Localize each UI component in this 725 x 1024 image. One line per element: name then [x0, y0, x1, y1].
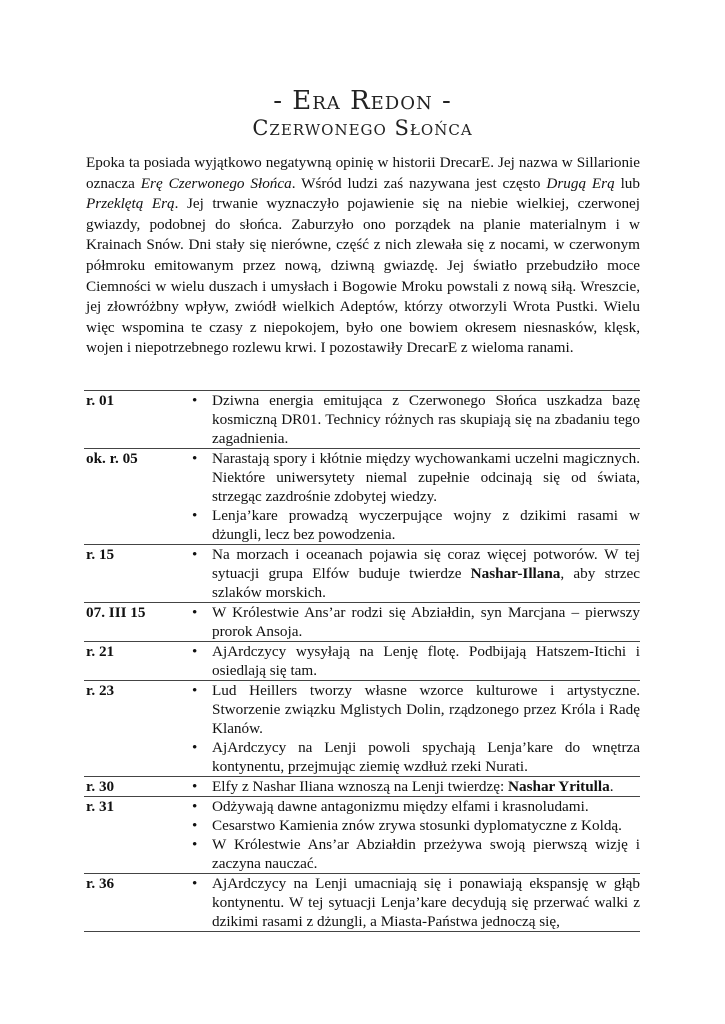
- intro-paragraph: [86, 153, 640, 359]
- timeline-event: • AjArdczycy na Lenji umacniają się i ponawiają ekspansję w głąb kontynentu. W tej sytuacji Lenja’kare decydują się przerwać walki z dzikimi rasami z dżungli, a Miasta-Państwa jednoczą się,: [190, 874, 640, 931]
- timeline-event: • Cesarstwo Kamienia znów zrywa stosunki dyplomatyczne z Koldą.: [190, 816, 640, 835]
- event-highlight: Nashar Yritulla: [508, 778, 610, 795]
- timeline-date: r. 30: [84, 777, 188, 797]
- timeline-events: [188, 603, 640, 642]
- timeline-event: • Na morzach i oceanach pojawia się coraz więcej potworów. W tej sytuacji grupa Elfów buduje twierdze Nashar-Illana, aby strzec szlaków morskich.: [190, 545, 640, 602]
- timeline-events: [188, 391, 640, 449]
- timeline-date: r. 36: [84, 874, 188, 932]
- timeline-row: [84, 681, 640, 777]
- timeline-events: [188, 874, 640, 932]
- timeline-event: • AjArdczycy na Lenji powoli spychają Lenja’kare do wnętrza kontynentu, przejmując ziemię wzdłuż rzeki Nurati.: [190, 738, 640, 776]
- event-highlight: Nashar-Illana: [470, 565, 561, 582]
- timeline-events: [188, 681, 640, 777]
- timeline-date: r. 31: [84, 797, 188, 874]
- timeline-events: [188, 777, 640, 797]
- timeline-date: 07. III 15: [84, 603, 188, 642]
- timeline-row: [84, 603, 640, 642]
- page-subtitle: Czerwonego Słońca: [252, 116, 473, 140]
- timeline-events: [188, 797, 640, 874]
- timeline-event: • AjArdczycy wysyłają na Lenję flotę. Podbijają Hatszem-Itichi i osiedlają się tam.: [190, 642, 640, 680]
- page-title: - Era Redon -: [273, 86, 452, 116]
- timeline-table: [84, 390, 640, 932]
- timeline-date: r. 15: [84, 545, 188, 603]
- timeline-events: [188, 545, 640, 603]
- intro-text-4: . Jej trwanie wyznaczyło pojawienie się na niebie wielkiej, czerwonej gwiazdy, podobnej do słońca. Zaburzyło ono porządek na planie materialnym i w Krainach Snów. Dni stały się nierówne, część z nich zlewała się z nocami, w czerwonym półmroku emitowanym przez nową, dziwną gwiazdę. Jej światło przebudziło moce Ciemności w wielu duszach i umysłach i Bogowie Mroku powstali z nową siłą. Wreszcie, jej złowróżbny wpływ, zwiódł wielkich Adeptów, którzy otworzyli Wrota Pustki. Wielu więc wspomina te czasy z niepokojem, było one bowiem okresem niesnasków, klęsk, wojen i niepotrzebnego rozlewu krwi. I pozostawiły DrecarE z wieloma ranami.: [86, 195, 641, 357]
- timeline-event: • Lud Heillers tworzy własne wzorce kulturowe i artystyczne. Stworzenie związku Mglistych Dolin, rządzonego przez Króla i Radę Klanów.: [190, 681, 640, 738]
- timeline-events: [188, 449, 640, 545]
- timeline-date: r. 23: [84, 681, 188, 777]
- timeline-row: [84, 777, 640, 797]
- timeline-date: r. 21: [84, 642, 188, 681]
- timeline-event: • Odżywają dawne antagonizmu między elfami i krasnoludami.: [190, 797, 640, 816]
- timeline-event: • Dziwna energia emitująca z Czerwonego Słońca uszkadza bazę kosmiczną DR01. Technicy różnych ras skupiają się na zbadaniu tego zagadnienia.: [190, 391, 640, 448]
- timeline-row: [84, 874, 640, 932]
- timeline-events: [188, 642, 640, 681]
- timeline-date: ok. r. 05: [84, 449, 188, 545]
- timeline-row: [84, 449, 640, 545]
- intro-text-3: lub: [614, 174, 640, 192]
- intro-text-2: . Wśród ludzi zaś nazywana jest często: [291, 174, 547, 192]
- intro-italic-2: Drugą Erą: [546, 174, 615, 192]
- intro-text-1: Epoka ta posiada wyjątkowo negatywną opinię w historii DrecarE. Jej nazwa w Sillarionie oznacza: [86, 154, 640, 192]
- intro-italic-3: Przeklętą Erą: [86, 195, 175, 213]
- intro-italic-1: Erę Czerwonego Słońca: [140, 174, 292, 192]
- timeline-event: • Elfy z Nashar Iliana wznoszą na Lenji twierdzę: Nashar Yritulla.: [190, 777, 640, 796]
- timeline-row: [84, 391, 640, 449]
- timeline-event: • Lenja’kare prowadzą wyczerpujące wojny z dzikimi rasami w dżungli, lecz bez powodzenia.: [190, 506, 640, 544]
- timeline-date: r. 01: [84, 391, 188, 449]
- timeline-event: • W Królestwie Ans’ar rodzi się Abziałdin, syn Marcjana – pierwszy prorok Ansoja.: [190, 603, 640, 641]
- timeline-event: • Narastają spory i kłótnie między wychowankami uczelni magicznych. Niektóre uniwersytety niemal zupełnie odcinają się od świata, strzegąc zazdrośnie zdobytej wiedzy.: [190, 449, 640, 506]
- timeline-event: • W Królestwie Ans’ar Abziałdin przeżywa swoją pierwszą wizję i zaczyna nauczać.: [190, 835, 640, 873]
- timeline-row: [84, 545, 640, 603]
- timeline-row: [84, 797, 640, 874]
- timeline-row: [84, 642, 640, 681]
